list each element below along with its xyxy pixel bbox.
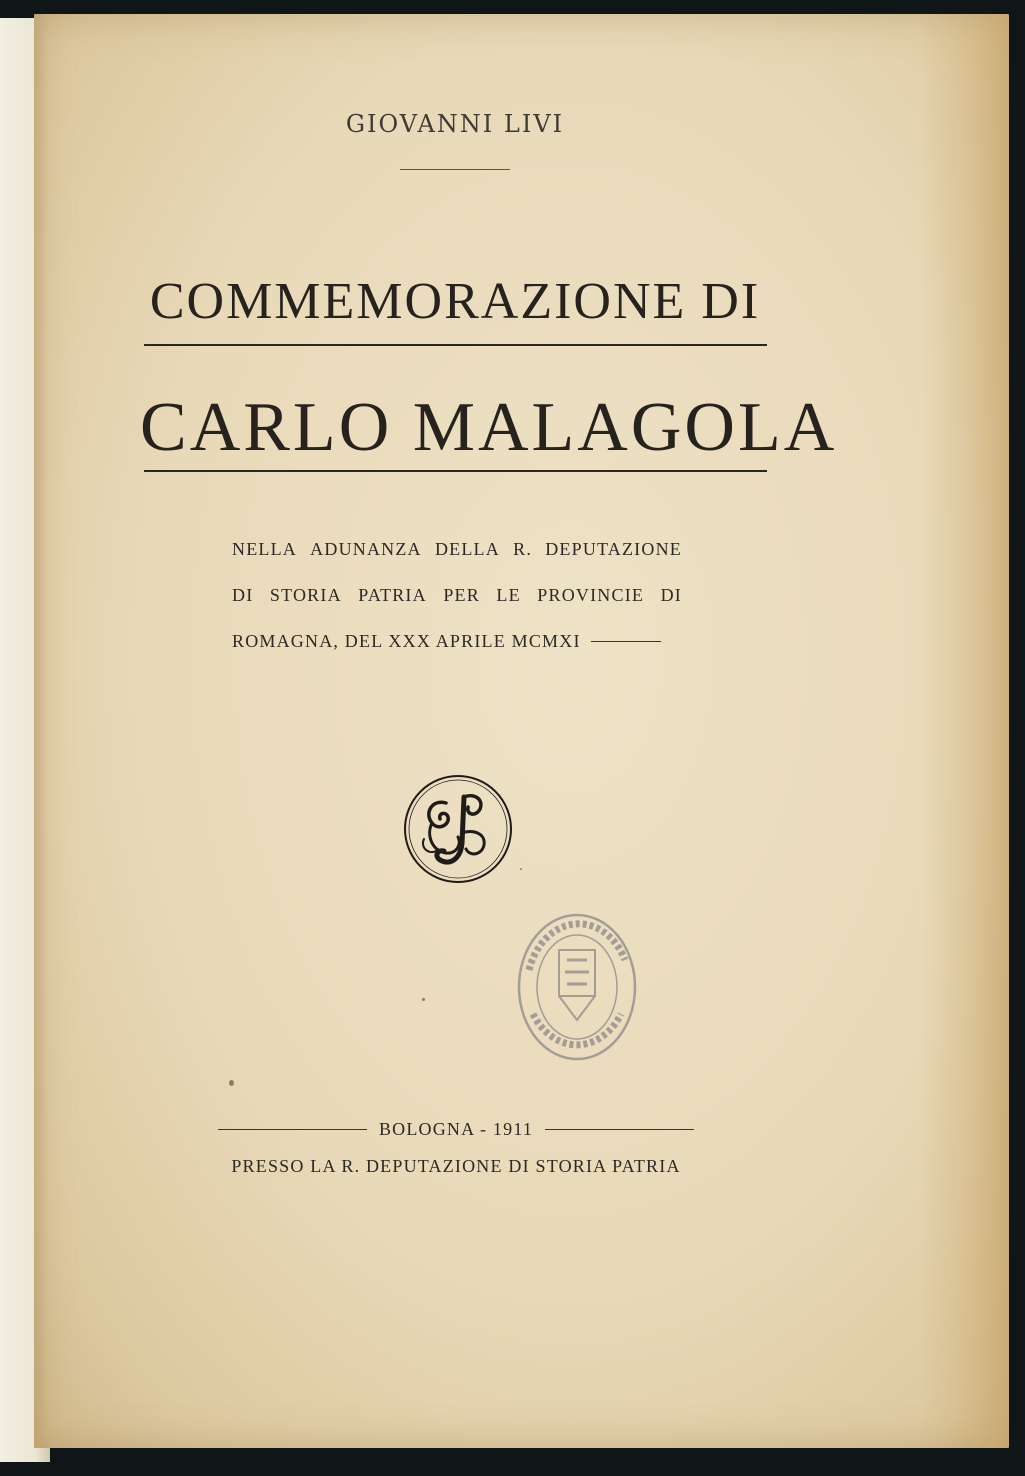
library-stamp-icon	[515, 910, 640, 1065]
imprint-place-year-row	[218, 1119, 694, 1140]
subtitle-word: DEPUTAZIONE	[545, 539, 682, 559]
author-rule	[400, 169, 510, 170]
subtitle-word: NELLA	[232, 539, 297, 559]
paper-speck	[229, 1080, 234, 1086]
subtitle-word: PER	[443, 585, 480, 605]
subtitle-line-3	[232, 631, 682, 652]
subtitle-word: PROVINCIE	[537, 585, 645, 605]
imprint-place-year: BOLOGNA - 1911	[378, 1119, 534, 1139]
subtitle-word: R.	[513, 539, 533, 559]
subtitle-word: ADUNANZA	[310, 539, 422, 559]
paper-speck	[520, 868, 522, 870]
imprint-rule-right	[545, 1129, 694, 1130]
imprint-publisher: PRESSO LA R. DEPUTAZIONE DI STORIA PATRIA	[231, 1156, 681, 1176]
title-rule-2	[144, 470, 767, 472]
subtitle-word: DI	[660, 585, 682, 605]
author-name: GIOVANNI LIVI	[345, 110, 565, 138]
subtitle-line-1	[232, 539, 682, 560]
subtitle-word: DI	[232, 585, 254, 605]
subtitle-word: PATRIA	[358, 585, 427, 605]
title-page	[34, 14, 1009, 1448]
paper-speck	[422, 998, 425, 1001]
publisher-monogram-icon	[402, 773, 514, 885]
subtitle-word: LE	[496, 585, 521, 605]
subtitle-line-2	[232, 585, 682, 606]
subtitle-word: STORIA	[269, 585, 342, 605]
subtitle-text: ROMAGNA, DEL XXX APRILE MCMXI	[232, 631, 581, 651]
title-line-2: CARLO MALAGOLA	[140, 389, 838, 466]
imprint-rule-left	[218, 1129, 367, 1130]
title-line-1: COMMEMORAZIONE DI	[149, 273, 761, 330]
subtitle-trailing-rule	[591, 641, 661, 642]
title-rule-1	[144, 344, 767, 346]
subtitle-word: DELLA	[434, 539, 500, 559]
